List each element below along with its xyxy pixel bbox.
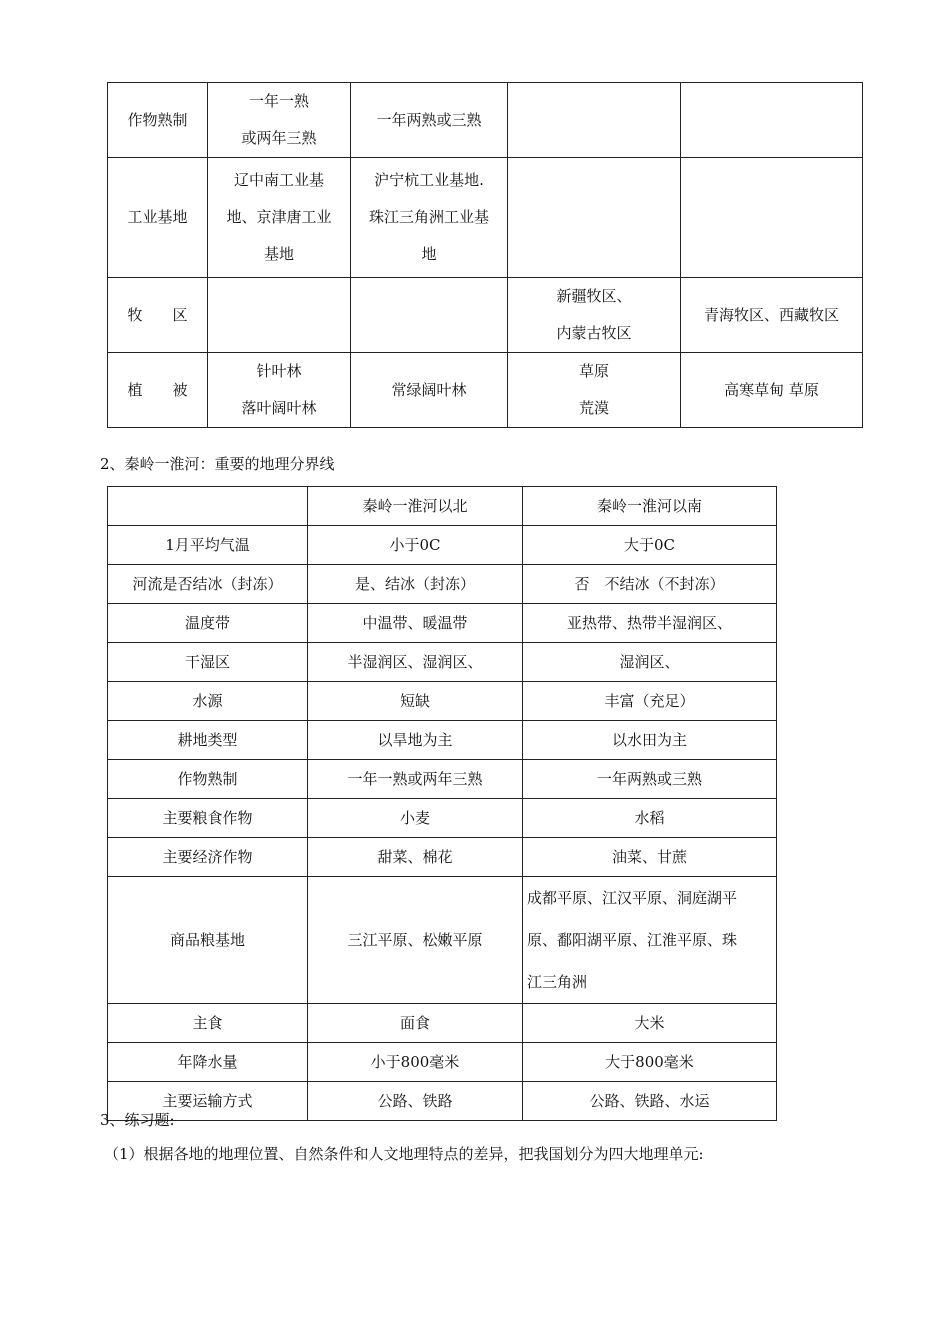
column-header: 秦岭一淮河以南 [523, 487, 777, 526]
cell-line: 小麦 [399, 809, 430, 827]
cell-line: 三江平原、松嫩平原 [347, 931, 483, 949]
cell-line: 新疆牧区、 [556, 287, 632, 305]
table-row [108, 83, 863, 158]
north-cell [308, 1082, 523, 1121]
table-cell [681, 353, 863, 428]
row-label: 商品粮基地 [108, 877, 308, 1004]
qinling-huaihe-table [107, 486, 777, 1121]
row-label: 1月平均气温 [108, 526, 308, 565]
cell-line: 沪宁杭工业基地. [374, 171, 484, 189]
column-header [108, 487, 308, 526]
cell-line: 江三角洲 [527, 973, 588, 991]
table-row [108, 526, 777, 565]
cell-line: 甜菜、棉花 [377, 848, 453, 866]
south-cell [523, 1004, 777, 1043]
table-row [108, 278, 863, 353]
south-cell [523, 1082, 777, 1121]
cell-line: 丰富（充足） [604, 692, 695, 710]
row-label: 主要运输方式 [108, 1082, 308, 1121]
cell-line: 高寒草甸 草原 [724, 380, 819, 399]
south-cell [523, 604, 777, 643]
north-cell [308, 682, 523, 721]
cell-line: 草原 [578, 362, 609, 380]
cell-line: 小于800毫米 [370, 1053, 460, 1071]
table-cell [351, 353, 508, 428]
table-cell [681, 158, 863, 278]
cell-line: 大于800毫米 [605, 1053, 694, 1071]
cell-line: 一年两熟或三熟 [596, 770, 702, 788]
table-row [108, 877, 777, 1004]
south-cell [523, 799, 777, 838]
cell-line: 以水田为主 [611, 731, 687, 749]
south-cell [523, 526, 777, 565]
cell-line: 内蒙古牧区 [556, 324, 632, 342]
row-label: 植 被 [108, 353, 208, 428]
north-cell [308, 526, 523, 565]
cell-line: 珠江三角洲工业基 [368, 208, 489, 226]
table-cell [351, 278, 508, 353]
north-cell [308, 643, 523, 682]
cell-line: 或两年三熟 [241, 129, 317, 147]
table-cell [208, 278, 351, 353]
section-3-heading: 3、练习题: [100, 1111, 175, 1129]
south-cell [523, 721, 777, 760]
cell-line: 荒漠 [578, 399, 609, 417]
section-2-heading: 2、秦岭一淮河：重要的地理分界线 [100, 455, 335, 473]
table-row [108, 1082, 777, 1121]
table-cell [351, 158, 508, 278]
cell-line: 是、结冰（封冻） [354, 575, 475, 593]
north-cell [308, 760, 523, 799]
north-cell [308, 877, 523, 1004]
table-cell [508, 158, 681, 278]
cell-line: 成都平原、江汉平原、洞庭湖平 [527, 889, 738, 907]
north-cell [308, 799, 523, 838]
cell-line: 原、鄱阳湖平原、江淮平原、珠 [527, 931, 738, 949]
south-cell [523, 877, 777, 1004]
row-label: 干湿区 [108, 643, 308, 682]
exercise-1-text: （1）根据各地的地理位置、自然条件和人文地理特点的差异，把我国划分为四大地理单元: [104, 1145, 704, 1163]
table-cell [208, 353, 351, 428]
table-row [108, 353, 863, 428]
row-label: 温度带 [108, 604, 308, 643]
table-row [108, 158, 863, 278]
row-label: 作物熟制 [108, 760, 308, 799]
table-row [108, 604, 777, 643]
north-cell [308, 1004, 523, 1043]
table-cell [508, 353, 681, 428]
row-label: 年降水量 [108, 1043, 308, 1082]
row-label: 耕地类型 [108, 721, 308, 760]
north-cell [308, 721, 523, 760]
table-cell [208, 83, 351, 158]
table-row [108, 1004, 777, 1043]
table-row [108, 682, 777, 721]
cell-line: 落叶阔叶林 [241, 399, 317, 417]
south-cell [523, 760, 777, 799]
north-cell [308, 838, 523, 877]
cell-line: 公路、铁路 [377, 1092, 453, 1110]
cell-line: 以旱地为主 [377, 731, 453, 749]
cell-line: 水稻 [634, 809, 665, 827]
table-cell [508, 278, 681, 353]
cell-line: 小于0C [389, 536, 441, 554]
row-label: 作物熟制 [108, 83, 208, 158]
cell-line: 针叶林 [256, 362, 302, 380]
cell-line: 常绿阔叶林 [391, 380, 467, 399]
cell-line: 公路、铁路、水运 [589, 1092, 710, 1110]
cell-line: 一年一熟或两年三熟 [347, 770, 483, 788]
cell-line: 地 [421, 245, 437, 263]
cell-line: 大于0C [623, 536, 676, 554]
cell-line: 面食 [399, 1014, 430, 1032]
row-label: 河流是否结冰（封冻） [108, 565, 308, 604]
south-cell [523, 838, 777, 877]
cell-line: 大米 [634, 1014, 665, 1032]
cell-line: 中温带、暖温带 [362, 614, 468, 632]
cell-line: 一年两熟或三熟 [376, 110, 482, 129]
table-row [108, 1043, 777, 1082]
row-label: 主要经济作物 [108, 838, 308, 877]
cell-line: 短缺 [399, 692, 430, 710]
header-row [108, 487, 777, 526]
row-label: 水源 [108, 682, 308, 721]
cell-line: 一年一熟 [248, 92, 309, 110]
cell-line: 湿润区、 [619, 653, 680, 671]
row-label: 工业基地 [108, 158, 208, 278]
south-cell [523, 1043, 777, 1082]
table-row [108, 643, 777, 682]
table-cell [681, 278, 863, 353]
south-cell [523, 565, 777, 604]
table-row [108, 721, 777, 760]
table-cell [351, 83, 508, 158]
cell-line: 青海牧区、西藏牧区 [703, 305, 839, 324]
cell-line: 半湿润区、湿润区、 [347, 653, 483, 671]
table-row [108, 760, 777, 799]
cell-line: 辽中南工业基 [233, 171, 324, 189]
cell-line: 亚热带、热带半湿润区、 [566, 614, 732, 632]
north-cell [308, 565, 523, 604]
north-cell [308, 604, 523, 643]
south-cell [523, 643, 777, 682]
row-label: 主食 [108, 1004, 308, 1043]
table-row [108, 565, 777, 604]
geography-regions-table [107, 82, 863, 428]
table-cell [681, 83, 863, 158]
cell-line: 基地 [263, 245, 294, 263]
table-cell [508, 83, 681, 158]
cell-line: 地、京津唐工业 [226, 208, 332, 226]
south-cell [523, 682, 777, 721]
table-row [108, 799, 777, 838]
row-label: 牧 区 [108, 278, 208, 353]
cell-line: 否 不结冰（不封冻） [574, 575, 725, 593]
cell-line: 油菜、甘蔗 [611, 848, 687, 866]
row-label: 主要粮食作物 [108, 799, 308, 838]
table-row [108, 838, 777, 877]
column-header: 秦岭一淮河以北 [308, 487, 523, 526]
table-cell [208, 158, 351, 278]
north-cell [308, 1043, 523, 1082]
